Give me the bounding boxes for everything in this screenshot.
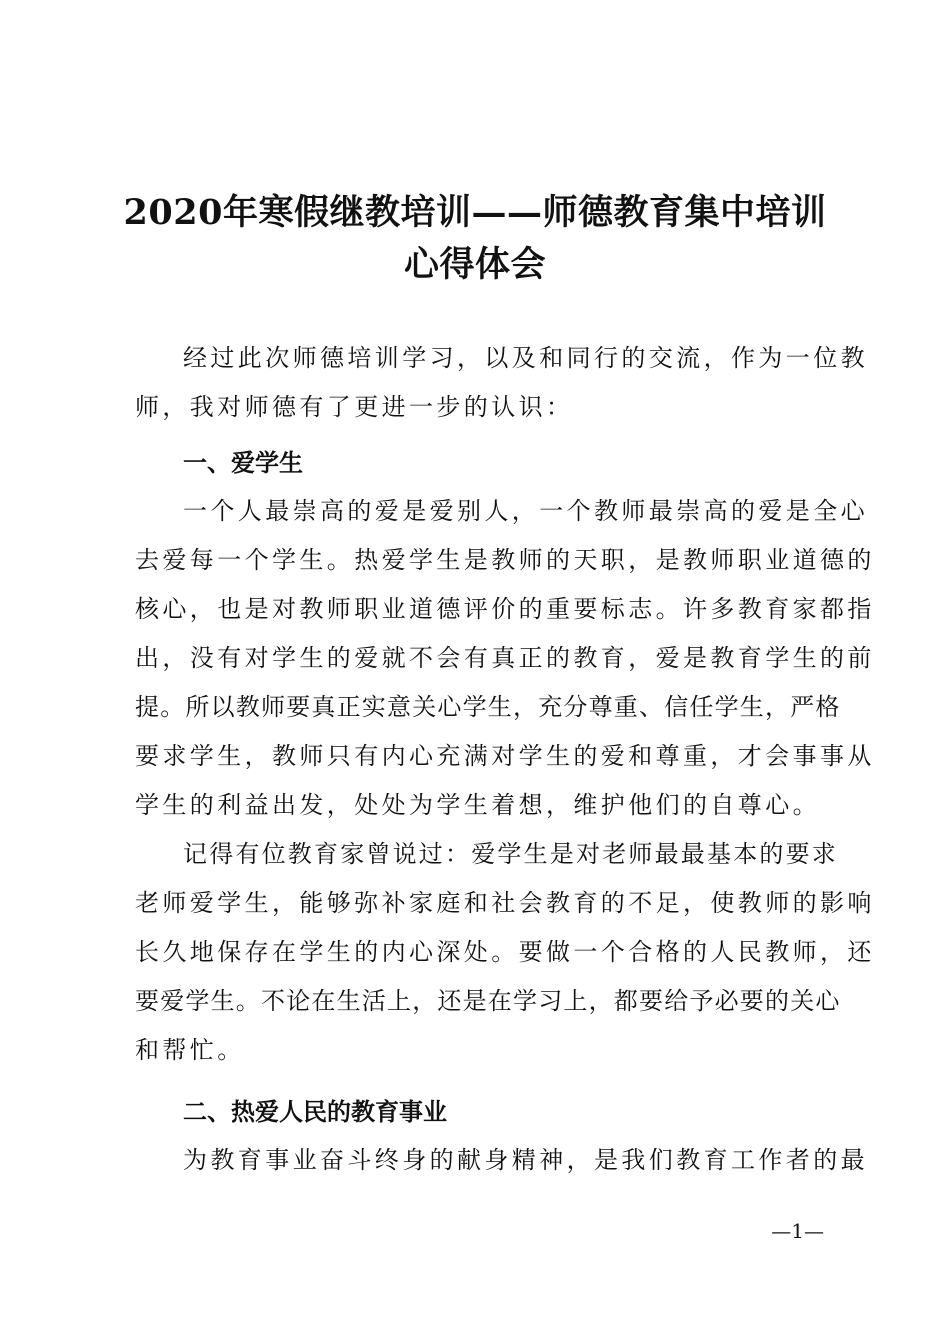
document-title-line1: 2020年寒假继教培训——师德教育集中培训 [123,192,827,233]
paragraph-line: 一个人最崇高的爱是爱别人，一个教师最崇高的爱是全心 [183,497,868,525]
paragraph-line: 核心，也是对教师职业道德评价的重要标志。许多教育家都指 [135,595,875,623]
paragraph-line: 为教育事业奋斗终身的献身精神，是我们教育工作者的最 [183,1146,868,1174]
paragraph-line: 和帮忙。 [135,1036,245,1064]
paragraph-line: 出，没有对学生的爱就不会有真正的教育，爱是教育学生的前 [135,644,875,672]
page-number: —1— [771,1219,824,1243]
paragraph-line: 去爱每一个学生。热爱学生是教师的天职，是教师职业道德的 [135,546,875,574]
paragraph-line: 老师爱学生，能够弥补家庭和社会教育的不足，使教师的影响 [135,889,875,917]
paragraph-line: 要爱学生。不论在生活上，还是在学习上，都要给予必要的关心 [135,987,841,1015]
paragraph-line: 提。所以教师要真正实意关心学生，充分尊重、信任学生，严格 [135,693,841,721]
paragraph-line: 长久地保存在学生的内心深处。要做一个合格的人民教师，还 [135,938,875,966]
paragraph-line: 要求学生，教师只有内心充满对学生的爱和尊重，才会事事从 [135,742,875,770]
section-heading: 一、爱学生 [183,448,303,477]
paragraph-line: 学生的利益出发，处处为学生着想，维护他们的自尊心。 [135,791,820,819]
document-title-line2: 心得体会 [403,244,546,285]
section-heading: 二、热爱人民的教育事业 [183,1097,447,1126]
intro-line: 师，我对师德有了更进一步的认识： [135,393,574,421]
intro-line: 经过此次师德培训学习，以及和同行的交流，作为一位教 [183,344,868,372]
document-body [135,334,875,1185]
paragraph-line: 记得有位教育家曾说过：爱学生是对老师最最基本的要求 [183,840,838,868]
